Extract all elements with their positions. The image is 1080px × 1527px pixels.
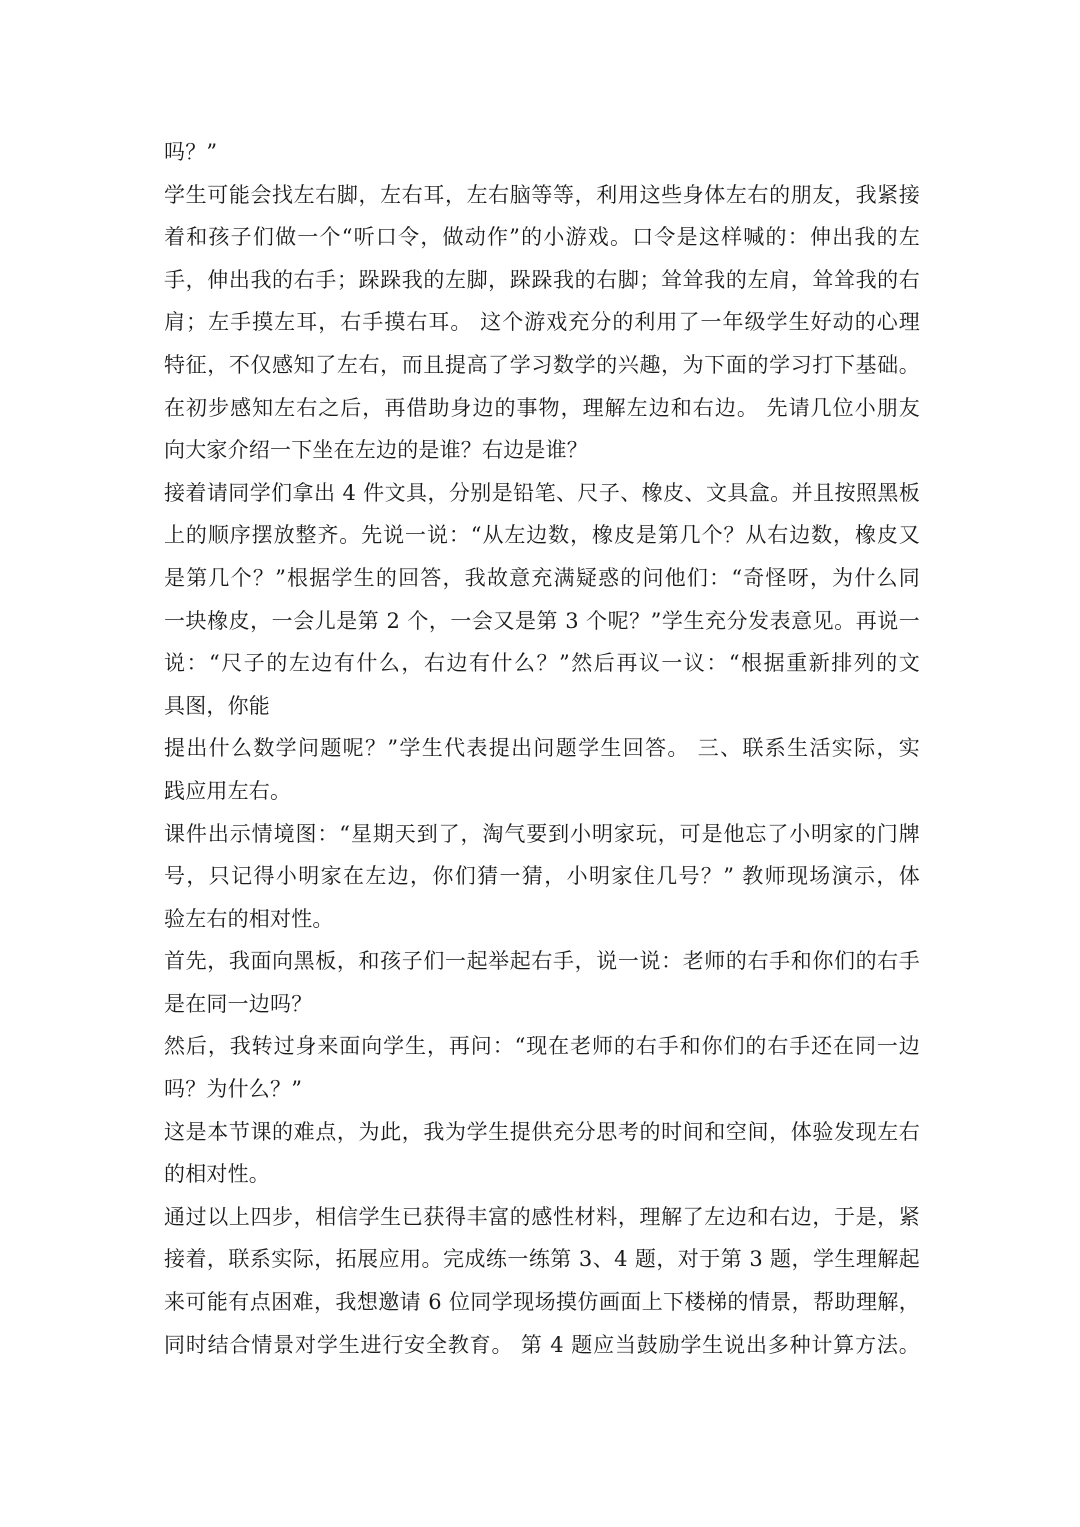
document-body — [164, 131, 920, 1366]
text-line: 的相对性。 — [164, 1162, 270, 1187]
text-line: 向大家介绍一下坐在左边的是谁？右边是谁？ — [164, 438, 588, 463]
text-line: 来可能有点困难，我想邀请 6 位同学现场摸仿画面上下楼梯的情景，帮助理解， — [164, 1290, 920, 1315]
text-line: 着和孩子们做一个“听口令，做动作”的小游戏。口令是这样喊的：伸出我的左 — [164, 225, 920, 250]
text-line: 提出什么数学问题呢？”学生代表提出问题学生回答。 三、联系生活实际，实 — [164, 736, 920, 761]
text-line: 手，伸出我的右手；跺跺我的左脚，跺跺我的右脚；耸耸我的左肩，耸耸我的右 — [164, 267, 920, 292]
text-line: 在初步感知左右之后，再借助身边的事物，理解左边和右边。 先请几位小朋友 — [164, 395, 920, 420]
text-line: 验左右的相对性。 — [164, 906, 334, 931]
text-line: 首先，我面向黑板，和孩子们一起举起右手，说一说：老师的右手和你们的右手 — [164, 949, 920, 974]
text-line: 是第几个？”根据学生的回答，我故意充满疑惑的问他们：“奇怪呀，为什么同 — [164, 565, 920, 590]
text-line: 同时结合情景对学生进行安全教育。 第 4 题应当鼓励学生说出多种计算方法。 — [164, 1332, 920, 1357]
text-line: 学生可能会找左右脚，左右耳，左右脑等等，利用这些身体左右的朋友，我紧接 — [164, 182, 920, 207]
text-line: 吗？为什么？” — [164, 1077, 303, 1102]
text-line: 号，只记得小明家在左边，你们猜一猜，小明家住几号？” 教师现场演示，体 — [164, 864, 920, 889]
text-line: 一块橡皮，一会儿是第 2 个，一会又是第 3 个呢？”学生充分发表意见。再说一 — [164, 608, 920, 633]
text-line: 吗？” — [164, 140, 218, 164]
text-line: 接着，联系实际，拓展应用。完成练一练第 3、4 题，对于第 3 题，学生理解起 — [164, 1247, 920, 1272]
text-line: 然后，我转过身来面向学生，再问：“现在老师的右手和你们的右手还在同一边 — [164, 1034, 920, 1059]
text-line: 肩；左手摸左耳，右手摸右耳。 这个游戏充分的利用了一年级学生好动的心理 — [164, 310, 920, 335]
text-line: 上的顺序摆放整齐。先说一说：“从左边数，橡皮是第几个？从右边数，橡皮又 — [164, 523, 920, 548]
text-line: 接着请同学们拿出 4 件文具，分别是铅笔、尺子、橡皮、文具盒。并且按照黑板 — [164, 480, 920, 505]
text-line: 践应用左右。 — [164, 778, 292, 803]
text-line: 通过以上四步，相信学生已获得丰富的感性材料，理解了左边和右边，于是，紧 — [164, 1204, 920, 1229]
text-line: 具图，你能 — [164, 693, 270, 718]
text-line: 是在同一边吗？ — [164, 991, 313, 1016]
text-line: 课件出示情境图：“星期天到了，淘气要到小明家玩，可是他忘了小明家的门牌 — [164, 821, 920, 846]
text-line: 说：“尺子的左边有什么，右边有什么？”然后再议一议：“根据重新排列的文 — [164, 651, 920, 676]
text-line: 这是本节课的难点，为此，我为学生提供充分思考的时间和空间，体验发现左右 — [164, 1119, 920, 1144]
text-line: 特征，不仅感知了左右，而且提高了学习数学的兴趣，为下面的学习打下基础。 — [164, 352, 920, 377]
